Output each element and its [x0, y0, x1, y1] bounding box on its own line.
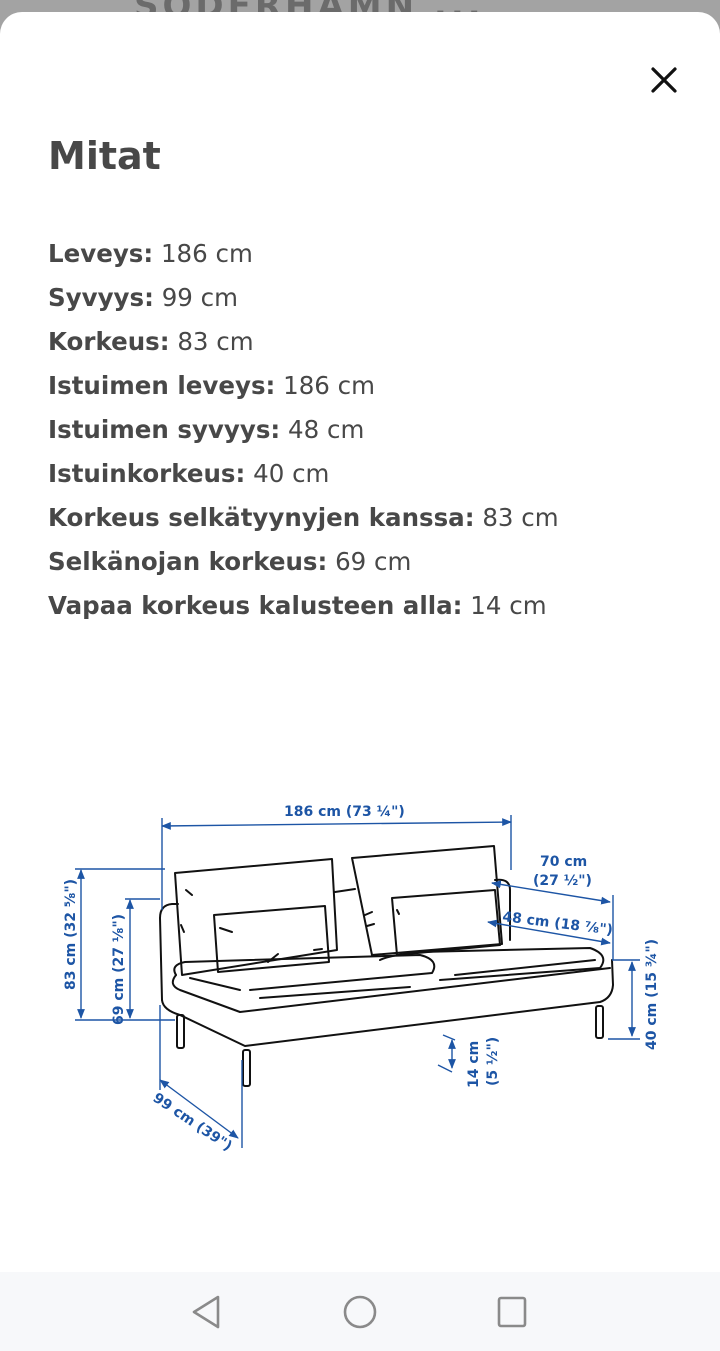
modal-title: Mitat [48, 134, 161, 178]
dimension-row [48, 408, 559, 452]
dimension-value: 186 cm [160, 239, 253, 268]
clearance-inch-label: (5 ½") [485, 1036, 501, 1086]
dimension-value: 14 cm [470, 591, 547, 620]
total-height-label: 83 cm (32 ⅝") [63, 878, 79, 990]
dimension-label: Leveys: [48, 239, 154, 268]
dimension-value: 40 cm [253, 459, 330, 488]
dimension-row [48, 496, 559, 540]
depth-total-label: 70 cm [540, 854, 588, 870]
dimension-label: Korkeus: [48, 327, 170, 356]
dimension-label: Istuinkorkeus: [48, 459, 246, 488]
seat-depth-label: 48 cm (18 ⅞") [501, 909, 614, 939]
back-height-label: 69 cm (27 ⅛") [111, 913, 127, 1025]
sofa-dimension-diagram [40, 790, 680, 1170]
clearance-label: 14 cm [466, 1040, 482, 1088]
dimension-row [48, 584, 559, 628]
back-triangle-icon [190, 1294, 222, 1330]
nav-recents-button[interactable] [492, 1292, 532, 1332]
dimension-value: 83 cm [177, 327, 254, 356]
dimension-value: 83 cm [482, 503, 559, 532]
dimension-row [48, 452, 559, 496]
dimension-label: Istuimen syvyys: [48, 415, 281, 444]
seat-height-label: 40 cm (15 ¾") [644, 938, 660, 1050]
recents-square-icon [496, 1295, 528, 1329]
dimensions-list [48, 232, 559, 628]
close-icon [650, 66, 678, 94]
dimension-label: Istuimen leveys: [48, 371, 276, 400]
dimension-row [48, 276, 559, 320]
dimension-value: 99 cm [161, 283, 239, 312]
nav-back-button[interactable] [186, 1292, 226, 1332]
dimension-label: Korkeus selkätyynyjen kanssa: [48, 503, 475, 532]
dimension-row [48, 540, 559, 584]
dimension-value: 48 cm [288, 415, 365, 444]
dimension-label: Selkänojan korkeus: [48, 547, 328, 576]
android-navigation-bar [0, 1272, 720, 1351]
dimension-row [48, 364, 559, 408]
dimension-label: Syvyys: [48, 283, 154, 312]
home-circle-icon [342, 1294, 378, 1330]
dimension-label: Vapaa korkeus kalusteen alla: [48, 591, 463, 620]
depth-label: 99 cm (39") [149, 1090, 235, 1155]
depth-total-inch-label: (27 ½") [533, 873, 592, 889]
width-label: 186 cm (73 ¼") [284, 804, 405, 820]
nav-home-button[interactable] [340, 1292, 380, 1332]
close-button[interactable] [636, 52, 692, 108]
dimension-value: 69 cm [335, 547, 412, 576]
dimension-row [48, 232, 559, 276]
dimension-row [48, 320, 559, 364]
dimension-value: 186 cm [283, 371, 376, 400]
